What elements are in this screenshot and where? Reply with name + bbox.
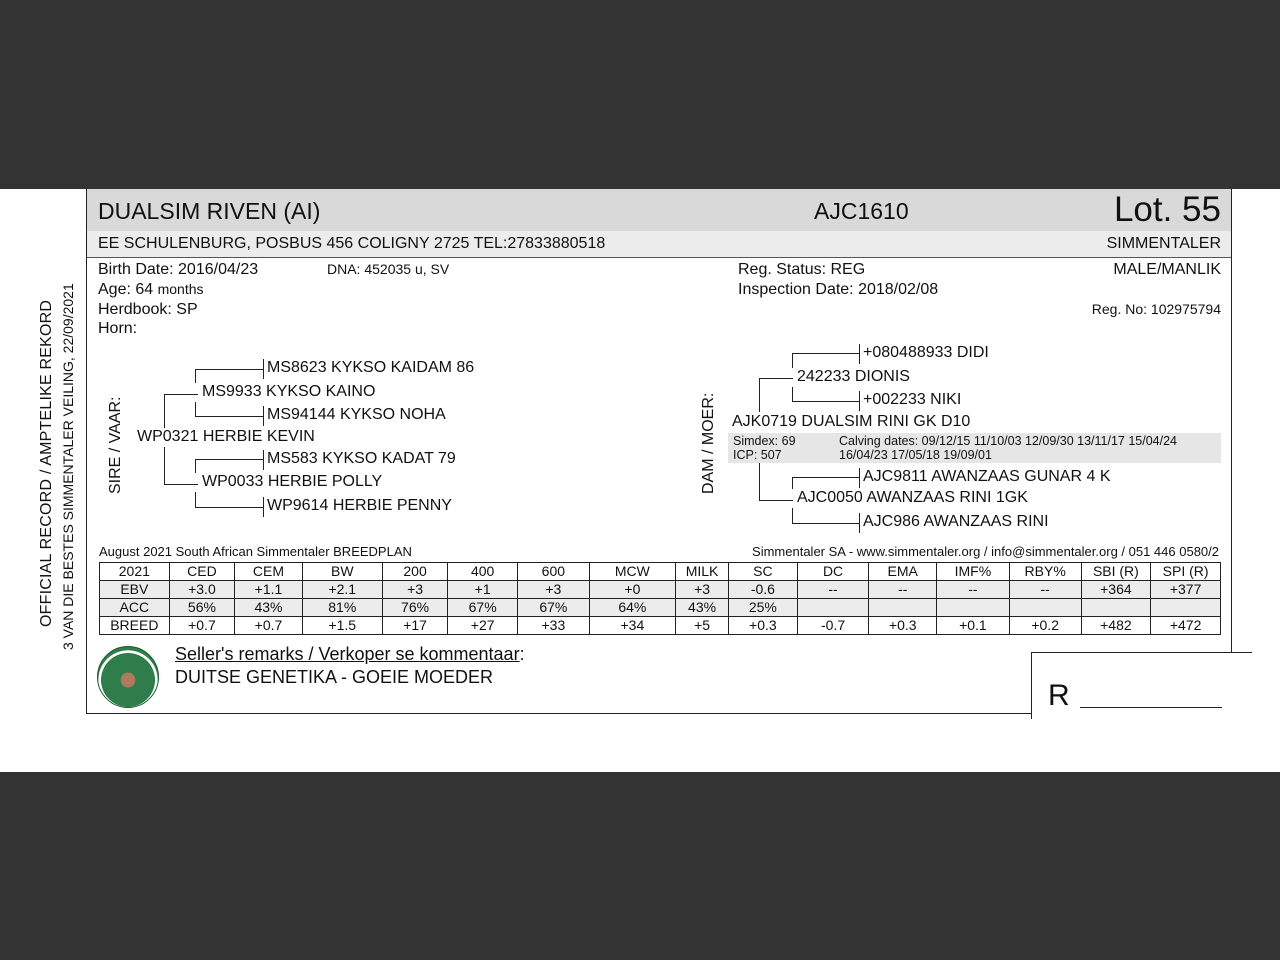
calving-dates-1: Calving dates: 09/12/15 11/10/03 12/09/30 13/11/17 15/04/24 <box>839 434 1178 448</box>
table-cell: +0.7 <box>235 617 303 635</box>
table-cell: +0.3 <box>729 617 798 635</box>
dam-tree-line <box>859 391 860 411</box>
dam-tree-line <box>759 463 760 500</box>
auction-label: 3 VAN DIE BESTES SIMMENTALER VEILING, 22/09/2021 <box>60 283 76 650</box>
table-row-breed <box>100 617 1221 635</box>
dam-tree-line <box>792 353 859 354</box>
dam-ggd1: +002233 NIKI <box>863 391 962 408</box>
sex: MALE/MANLIK <box>1113 261 1221 278</box>
sire-tree-line <box>195 459 263 460</box>
dam-gd1: AJC0050 AWANZAAS RINI 1GK <box>797 489 1028 506</box>
sire-label: SIRE / VAAR: <box>107 396 124 494</box>
sire-ggd1: MS94144 KYKSO NOHA <box>267 406 446 423</box>
dam-tree-line <box>792 477 859 478</box>
sire-tree-line <box>195 416 263 417</box>
table-cell: +1.1 <box>235 581 303 599</box>
table-cell: 67% <box>448 599 518 617</box>
table-cell: +0 <box>589 581 675 599</box>
table-cell: +33 <box>517 617 589 635</box>
header-cell: 400 <box>448 563 518 581</box>
header-cell: DC <box>797 563 869 581</box>
table-cell: 64% <box>589 599 675 617</box>
table-cell: +1 <box>448 581 518 599</box>
table-cell: +377 <box>1151 581 1221 599</box>
price-box <box>1031 652 1252 719</box>
header-cell: MCW <box>589 563 675 581</box>
table-cell: +482 <box>1081 617 1151 635</box>
table-cell: +5 <box>676 617 729 635</box>
table-cell: +34 <box>589 617 675 635</box>
header-cell: CEM <box>235 563 303 581</box>
table-cell: +3 <box>382 581 448 599</box>
table-header-row <box>100 563 1221 581</box>
lot-number: Lot. 55 <box>1113 190 1221 229</box>
header-cell: MILK <box>676 563 729 581</box>
dam-tree-line <box>759 500 793 501</box>
breedplan-table <box>99 562 1221 635</box>
table-cell: +3.0 <box>169 581 235 599</box>
header-cell: 2021 <box>100 563 170 581</box>
table-cell: +3 <box>517 581 589 599</box>
breeder-info: EE SCHULENBURG, POSBUS 456 COLIGNY 2725 TEL:27833880518 <box>98 235 606 252</box>
table-cell: +0.2 <box>1009 617 1081 635</box>
sire-gs1: MS9933 KYKSO KAINO <box>202 383 376 400</box>
sire-tree-line <box>195 507 263 508</box>
sire-name: WP0321 HERBIE KEVIN <box>137 428 315 445</box>
table-cell: +27 <box>448 617 518 635</box>
horn: Horn: <box>98 320 138 337</box>
table-row-ebv <box>100 581 1221 599</box>
table-cell: 43% <box>676 599 729 617</box>
table-cell <box>1151 599 1221 617</box>
header-cell: 200 <box>382 563 448 581</box>
lot-card <box>86 189 1232 714</box>
breed-name: SIMMENTALER <box>1106 235 1221 252</box>
simdex: Simdex: 69 <box>733 434 796 448</box>
table-cell: +3 <box>676 581 729 599</box>
breeder-bar <box>87 231 1231 258</box>
dam-name: AJK0719 DUALSIM RINI GK D10 <box>732 413 971 430</box>
table-cell: +364 <box>1081 581 1151 599</box>
sire-tree-line <box>195 492 196 507</box>
table-cell: -- <box>869 581 937 599</box>
table-row-acc <box>100 599 1221 617</box>
price-currency: R <box>1048 679 1070 712</box>
table-cell <box>797 599 869 617</box>
remarks-label-line: Seller's remarks / Verkoper se kommentaar: <box>175 644 525 664</box>
breedplan-contact: Simmentaler SA - www.simmentaler.org / info@simmentaler.org / 051 446 0580/2 <box>752 544 1219 559</box>
table-cell: +0.3 <box>869 617 937 635</box>
sire-tree-line <box>195 459 196 473</box>
dam-tree-line <box>792 387 793 401</box>
price-input-line[interactable] <box>1080 707 1222 708</box>
dam-label: DAM / MOER: <box>700 392 717 494</box>
header-cell: EMA <box>869 563 937 581</box>
table-cell <box>869 599 937 617</box>
sire-gd1: WP0033 HERBIE POLLY <box>202 473 383 490</box>
header-cell: 600 <box>517 563 589 581</box>
sire-tree-line <box>195 402 196 416</box>
header-cell: CED <box>169 563 235 581</box>
table-cell: BREED <box>100 617 170 635</box>
herdbook: Herdbook: SP <box>98 301 198 318</box>
dam-tree-line <box>759 378 793 379</box>
dam-ggs2: AJC9811 AWANZAAS GUNAR 4 K <box>863 468 1111 485</box>
sire-tree-line <box>195 369 263 370</box>
icp: ICP: 507 <box>733 448 782 462</box>
header-cell: IMF% <box>937 563 1010 581</box>
age: Age: 64 months <box>98 281 204 298</box>
sire-tree-line <box>263 450 264 470</box>
table-cell: 76% <box>382 599 448 617</box>
calving-dates-2: 16/04/23 17/05/18 19/09/01 <box>839 448 992 462</box>
card-bottom-border <box>87 713 1033 714</box>
sire-tree-line <box>195 369 196 383</box>
animal-name: DUALSIM RIVEN (AI) <box>98 198 321 224</box>
table-cell <box>937 599 1010 617</box>
table-cell <box>1009 599 1081 617</box>
table-cell: ACC <box>100 599 170 617</box>
table-cell: EBV <box>100 581 170 599</box>
sire-tree-line <box>164 447 165 484</box>
sire-ggs1: MS8623 KYKSO KAIDAM 86 <box>267 359 475 376</box>
sire-tree-line <box>263 406 264 426</box>
table-cell: -- <box>937 581 1010 599</box>
table-cell <box>1081 599 1151 617</box>
dna-info: DNA: 452035 u, SV <box>327 261 450 277</box>
dam-ggs1: +080488933 DIDI <box>863 344 989 361</box>
dam-tree-line <box>759 378 760 412</box>
official-record-label: OFFICIAL RECORD / AMPTELIKE REKORD <box>38 299 55 627</box>
table-cell: 25% <box>729 599 798 617</box>
dam-tree-line <box>792 401 859 402</box>
header-cell: BW <box>302 563 382 581</box>
sire-tree-line <box>263 359 264 379</box>
dam-tree-line <box>792 477 793 489</box>
dam-tree-line <box>859 468 860 488</box>
table-cell: 67% <box>517 599 589 617</box>
sire-tree-line <box>164 484 198 485</box>
title-bar <box>87 189 1231 232</box>
reg-number: Reg. No: 102975794 <box>1091 301 1221 317</box>
table-cell: +2.1 <box>302 581 382 599</box>
table-cell: 81% <box>302 599 382 617</box>
dam-tree-line <box>859 344 860 364</box>
dam-tree-line <box>859 513 860 533</box>
remarks-text: DUITSE GENETIKA - GOEIE MOEDER <box>175 667 494 687</box>
sire-tree-line <box>164 394 165 428</box>
table-cell: +0.1 <box>937 617 1010 635</box>
table-cell: +1.5 <box>302 617 382 635</box>
header-cell: SPI (R) <box>1151 563 1221 581</box>
dam-tree-line <box>792 353 793 368</box>
reg-status: Reg. Status: REG <box>738 261 866 278</box>
table-cell: -- <box>1009 581 1081 599</box>
table-cell: +17 <box>382 617 448 635</box>
table-cell: +0.7 <box>169 617 235 635</box>
table-cell: 56% <box>169 599 235 617</box>
table-cell: -0.6 <box>729 581 798 599</box>
table-cell: +472 <box>1151 617 1221 635</box>
header-cell: RBY% <box>1009 563 1081 581</box>
dam-gs1: 242233 DIONIS <box>797 368 910 385</box>
table-cell: -- <box>797 581 869 599</box>
header-cell: SC <box>729 563 798 581</box>
birth-date: Birth Date: 2016/04/23 <box>98 261 259 278</box>
inspection-date: Inspection Date: 2018/02/08 <box>738 281 939 298</box>
calving-info-box <box>728 433 1221 463</box>
breedplan-title: August 2021 South African Simmentaler BREEDPLAN <box>99 544 412 559</box>
dam-tree-line <box>792 508 793 523</box>
animal-code: AJC1610 <box>814 198 909 224</box>
dam-tree-line <box>792 523 859 524</box>
sire-tree-line <box>263 497 264 517</box>
table-cell: -0.7 <box>797 617 869 635</box>
table-cell: 43% <box>235 599 303 617</box>
sire-ggs2: MS583 KYKSO KADAT 79 <box>267 450 456 467</box>
header-cell: SBI (R) <box>1081 563 1151 581</box>
remarks-label: Seller's remarks / Verkoper se kommentaar <box>175 644 520 664</box>
dam-ggd2: AJC986 AWANZAAS RINI <box>863 513 1049 530</box>
society-logo-icon <box>97 646 159 708</box>
sire-tree-line <box>164 394 198 395</box>
sire-ggd2: WP9614 HERBIE PENNY <box>267 497 452 514</box>
